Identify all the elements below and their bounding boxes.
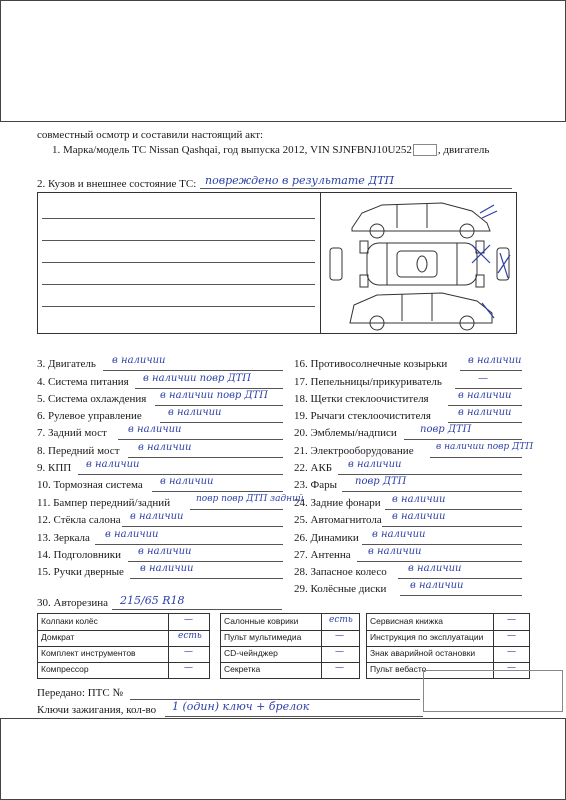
item-underline bbox=[398, 578, 522, 579]
table-label: Знак аварийной остановки bbox=[370, 648, 476, 658]
item-underline bbox=[122, 526, 283, 527]
item-label: 8. Передний мост bbox=[37, 445, 120, 457]
table-row bbox=[38, 662, 209, 678]
table-row bbox=[221, 630, 359, 647]
item-underline bbox=[130, 578, 283, 579]
item-label: 10. Тормозная система bbox=[37, 479, 143, 491]
body-notes-line bbox=[42, 262, 315, 263]
table-label: Инструкция по эксплуатации bbox=[370, 632, 484, 642]
table-row bbox=[38, 646, 209, 663]
item-label: 9. КПП bbox=[37, 462, 72, 474]
table-row bbox=[367, 614, 529, 631]
diagram-divider bbox=[320, 192, 321, 334]
item-value: в наличии bbox=[138, 546, 192, 557]
item-label: 13. Зеркала bbox=[37, 532, 90, 544]
vin-redaction bbox=[413, 144, 437, 156]
item-underline bbox=[448, 422, 522, 423]
item-value: в наличии bbox=[468, 355, 522, 366]
item-label: 3. Двигатель bbox=[37, 358, 96, 370]
item-label: 28. Запасное колесо bbox=[294, 566, 387, 578]
item-label: 21. Электрооборудование bbox=[294, 445, 414, 457]
item-underline bbox=[448, 405, 522, 406]
tires-value: 215/65 R18 bbox=[120, 594, 185, 607]
item-underline bbox=[155, 405, 283, 406]
item-value: в наличии bbox=[392, 511, 446, 522]
item-value: в наличии повр ДТП bbox=[436, 442, 534, 452]
item-label: 6. Рулевое управление bbox=[37, 410, 142, 422]
table-value: — bbox=[335, 663, 344, 673]
body-notes-line bbox=[42, 218, 315, 219]
engine-label: , двигатель bbox=[437, 144, 490, 156]
item-value: в наличии bbox=[128, 424, 182, 435]
table-value: есть bbox=[329, 615, 353, 625]
tires-underline bbox=[112, 609, 282, 610]
item-value: в наличии bbox=[86, 459, 140, 470]
item-value: в наличии bbox=[392, 494, 446, 505]
item-underline bbox=[128, 561, 283, 562]
item-underline bbox=[338, 474, 522, 475]
body-notes-line bbox=[42, 306, 315, 307]
item-underline bbox=[135, 388, 283, 389]
item-underline bbox=[78, 474, 283, 475]
bottom-blank-box bbox=[0, 718, 566, 800]
item-underline bbox=[400, 595, 522, 596]
item-value: повр ДТП bbox=[355, 476, 407, 487]
item-label: 16. Противосолнечные козырьки bbox=[294, 358, 448, 370]
body-notes-line bbox=[42, 240, 315, 241]
item-underline bbox=[118, 439, 283, 440]
table-label: Колпаки колёс bbox=[41, 616, 98, 626]
keys-label: Ключи зажигания, кол-во bbox=[37, 704, 157, 716]
table-value: — bbox=[507, 615, 516, 625]
table-label: Сервисная книжка bbox=[370, 616, 443, 626]
item-label: 27. Антенна bbox=[294, 549, 351, 561]
item-label: 5. Система охлаждения bbox=[37, 393, 147, 405]
item-value: повр повр ДТП задний bbox=[196, 494, 304, 504]
intro-text: совместный осмотр и составили настоящий акт: bbox=[37, 129, 264, 141]
item-label: 18. Щетки стеклоочистителя bbox=[294, 393, 429, 405]
equipment-table-1 bbox=[37, 613, 210, 679]
table-value: — bbox=[335, 631, 344, 641]
item-value: в наличии bbox=[140, 563, 194, 574]
item-label: 19. Рычаги стеклоочистителя bbox=[294, 410, 431, 422]
item-label: 26. Динамики bbox=[294, 532, 359, 544]
item-label: 15. Ручки дверные bbox=[37, 566, 124, 578]
table-label: CD-чейнджер bbox=[224, 648, 278, 658]
item-label: 25. Автомагнитола bbox=[294, 514, 382, 526]
item-underline bbox=[382, 526, 522, 527]
item-label: 17. Пепельницы/прикуриватель bbox=[294, 376, 442, 388]
table-row bbox=[221, 614, 359, 631]
item-underline bbox=[152, 491, 283, 492]
table-label: Секретка bbox=[224, 664, 261, 674]
item-value: в наличии bbox=[105, 529, 159, 540]
body-underline bbox=[200, 188, 512, 189]
item-underline bbox=[103, 370, 283, 371]
item-underline bbox=[95, 544, 283, 545]
item-label: 24. Задние фонари bbox=[294, 497, 381, 509]
pts-redaction-box bbox=[423, 670, 563, 712]
table-value: — bbox=[507, 663, 516, 673]
item-value: в наличии bbox=[130, 511, 184, 522]
item-underline bbox=[460, 370, 522, 371]
table-label: Салонные коврики bbox=[224, 616, 299, 626]
table-value: — bbox=[507, 647, 516, 657]
item-underline bbox=[385, 509, 522, 510]
table-label: Пульт вебасто bbox=[370, 664, 427, 674]
table-label: Компрессор bbox=[41, 664, 89, 674]
body-notes-line bbox=[42, 284, 315, 285]
item-value: в наличии повр ДТП bbox=[143, 373, 252, 384]
item-value: в наличии bbox=[372, 529, 426, 540]
item-label: 11. Бампер передний/задний bbox=[37, 497, 171, 509]
item-value: — bbox=[478, 373, 488, 384]
item-label: 29. Колёсные диски bbox=[294, 583, 387, 595]
item-underline bbox=[342, 491, 522, 492]
item-value: в наличии bbox=[112, 355, 166, 366]
body-value: повреждено в результате ДТП bbox=[205, 174, 395, 187]
table-value: — bbox=[184, 663, 193, 673]
item-underline bbox=[362, 544, 522, 545]
keys-value: 1 (один) ключ + брелок bbox=[172, 700, 310, 713]
item-value: в наличии bbox=[138, 442, 192, 453]
equipment-table-2 bbox=[220, 613, 360, 679]
item-underline bbox=[128, 457, 283, 458]
item-underline bbox=[160, 422, 283, 423]
item-value: в наличии bbox=[160, 476, 214, 487]
item-underline bbox=[357, 561, 522, 562]
vehicle-model-vin: 1. Марка/модель ТС Nissan Qashqai, год выпуска 2012, VIN SJNFBNJ10U252 bbox=[52, 144, 412, 156]
item-value: в наличии bbox=[408, 563, 462, 574]
item-label: 20. Эмблемы/надписи bbox=[294, 427, 397, 439]
item-label: 23. Фары bbox=[294, 479, 337, 491]
tires-label: 30. Авторезина bbox=[37, 597, 109, 609]
item-label: 12. Стёкла салона bbox=[37, 514, 121, 526]
item-label: 7. Задний мост bbox=[37, 427, 107, 439]
item-value: в наличии bbox=[168, 407, 222, 418]
item-value: повр ДТП bbox=[420, 424, 472, 435]
item-underline bbox=[404, 439, 522, 440]
table-label: Пульт мультимедиа bbox=[224, 632, 302, 642]
table-value: — bbox=[507, 631, 516, 641]
item-underline bbox=[430, 457, 522, 458]
table-row bbox=[38, 630, 209, 647]
body-label: 2. Кузов и внешнее состояние ТС: bbox=[37, 178, 197, 190]
item-value: в наличии повр ДТП bbox=[160, 390, 269, 401]
keys-underline bbox=[165, 716, 423, 717]
item-value: в наличии bbox=[458, 407, 512, 418]
table-label: Домкрат bbox=[41, 632, 75, 642]
car-schematic-diagram bbox=[322, 193, 516, 333]
vehicle-line bbox=[52, 144, 489, 156]
table-row bbox=[367, 646, 529, 663]
table-value: есть bbox=[178, 631, 202, 641]
table-value: — bbox=[335, 647, 344, 657]
table-value: — bbox=[184, 615, 193, 625]
table-row bbox=[221, 662, 359, 678]
pts-label: Передано: ПТС № bbox=[37, 687, 123, 699]
table-value: — bbox=[184, 647, 193, 657]
item-label: 14. Подголовники bbox=[37, 549, 122, 561]
item-underline bbox=[190, 509, 283, 510]
table-row bbox=[38, 614, 209, 631]
item-value: в наличии bbox=[410, 580, 464, 591]
item-label: 22. АКБ bbox=[294, 462, 333, 474]
table-label: Комплект инструментов bbox=[41, 648, 136, 658]
item-value: в наличии bbox=[458, 390, 512, 401]
item-underline bbox=[455, 388, 522, 389]
table-row bbox=[367, 630, 529, 647]
item-value: в наличии bbox=[368, 546, 422, 557]
item-value: в наличии bbox=[348, 459, 402, 470]
table-row bbox=[221, 646, 359, 663]
item-label: 4. Система питания bbox=[37, 376, 129, 388]
top-blank-box bbox=[0, 0, 566, 122]
